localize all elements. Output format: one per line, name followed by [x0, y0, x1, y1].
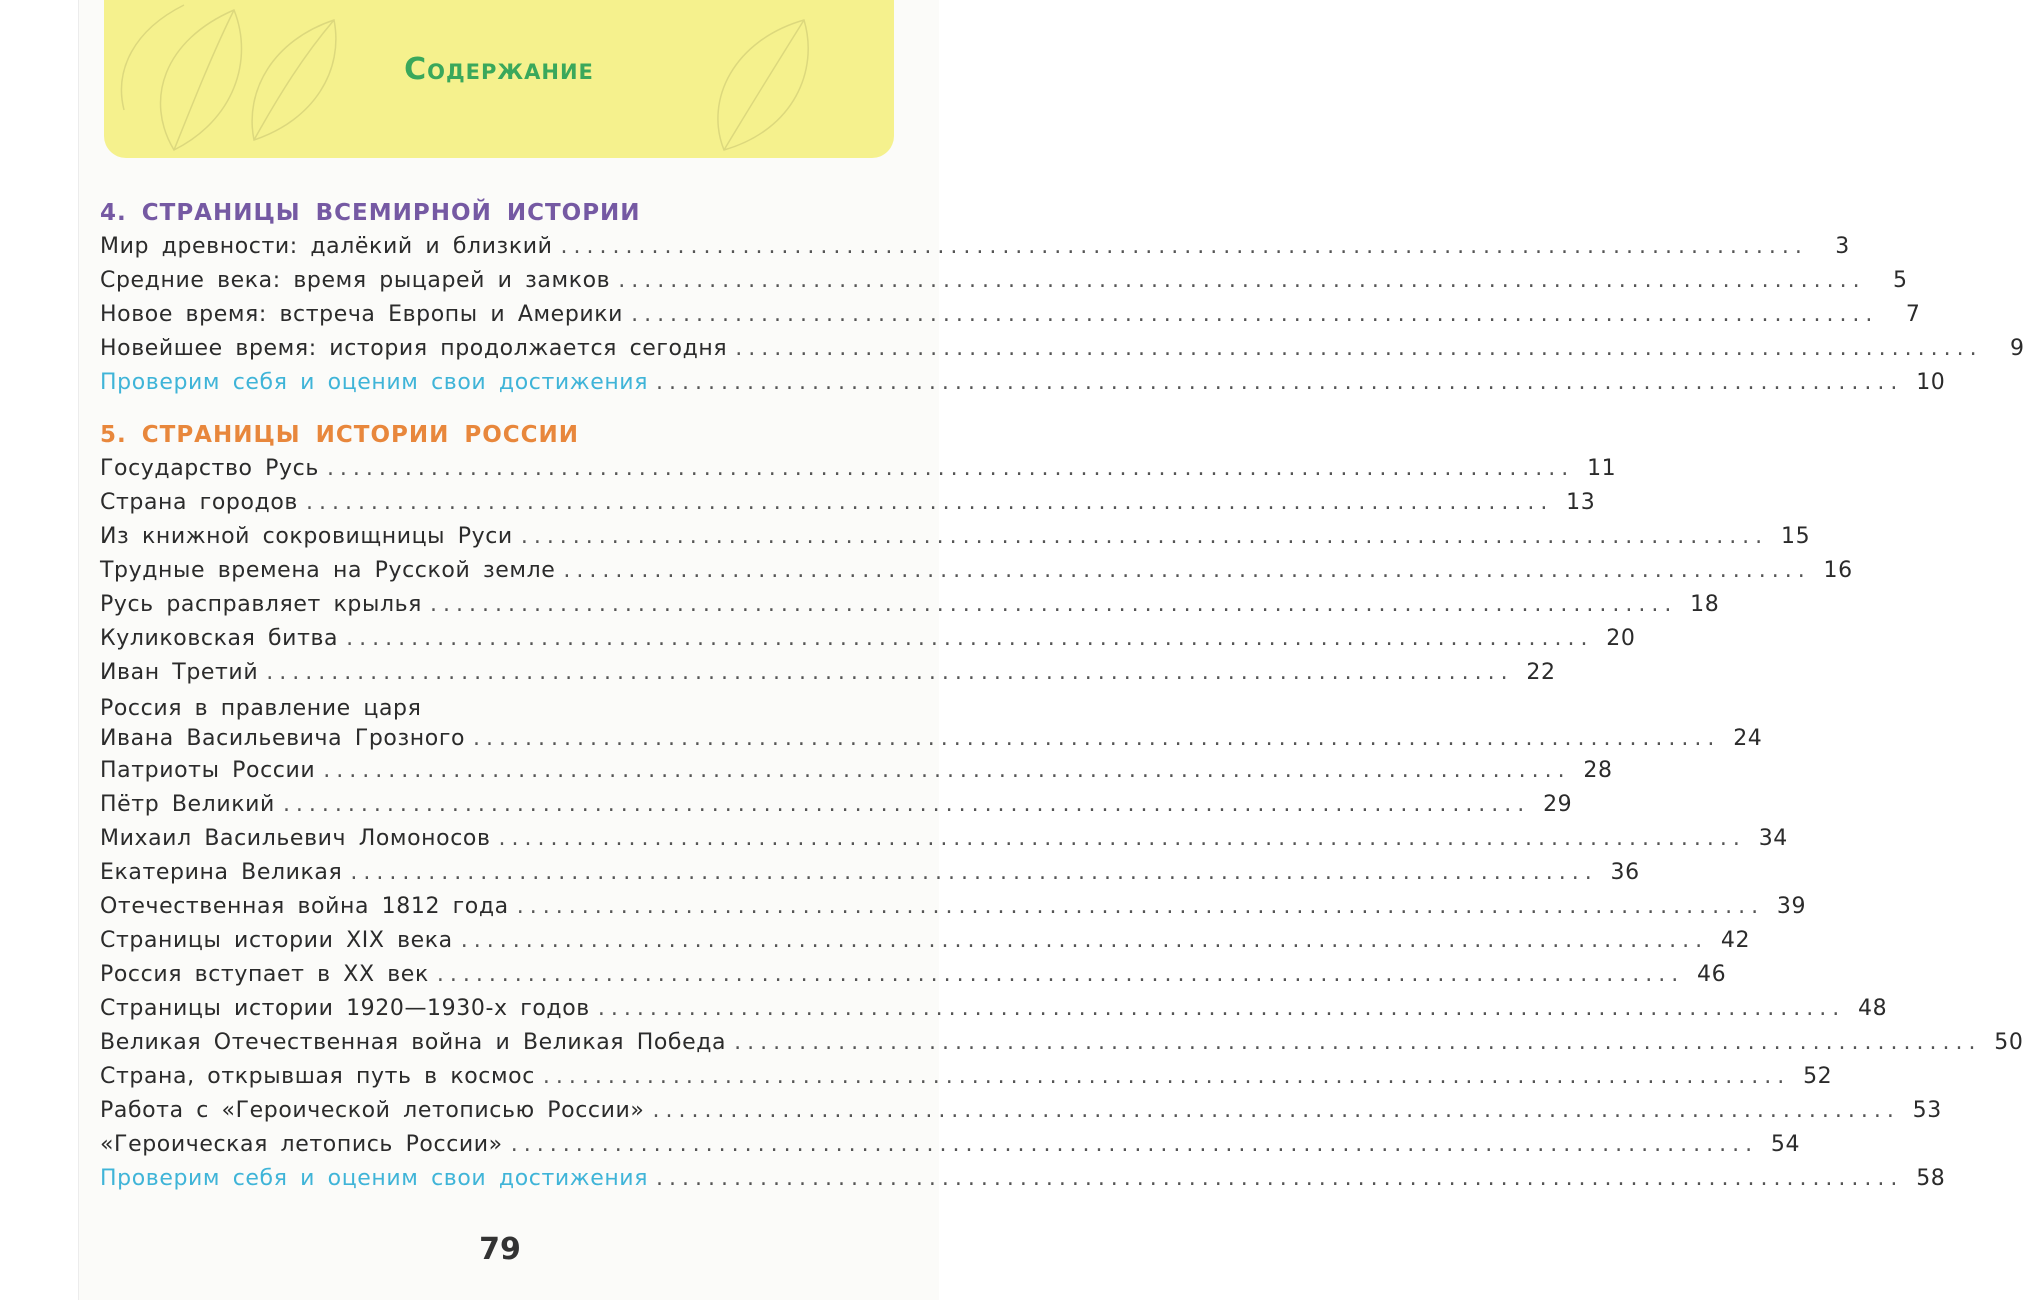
section-russian-history [100, 418, 2024, 1196]
entry-page: 48 [1858, 996, 1888, 1021]
dot-leader: ................................................................................................ [350, 860, 1598, 885]
dot-leader: ................................................................................................ [266, 660, 1514, 685]
entry-page: 9 [2010, 336, 2025, 361]
entry-title: Проверим себя и оценим свои достижения [100, 370, 649, 395]
entry-page: 53 [1912, 1098, 1942, 1123]
dot-leader: ................................................................................................ [734, 1030, 1982, 1055]
toc-entry[interactable] [100, 1026, 2024, 1060]
entry-title-line2: Ивана Васильевича Грозного [100, 726, 466, 751]
dot-leader: ................................................................................................ [473, 726, 1721, 751]
entry-title: Пётр Великий [100, 792, 275, 817]
entry-title: Страна городов [100, 490, 298, 515]
section-world-history [100, 196, 2025, 400]
entry-page: 15 [1780, 524, 1811, 549]
header-banner [104, 0, 894, 158]
dot-leader: ................................................................................................ [735, 336, 1983, 361]
section-heading: 5. СТРАНИЦЫ ИСТОРИИ РОССИИ [100, 422, 580, 448]
dot-leader: ................................................................................................ [652, 1098, 1900, 1123]
toc-entry[interactable] [100, 992, 1888, 1026]
entry-page: 54 [1770, 1132, 1801, 1157]
entry-page: 18 [1690, 592, 1720, 617]
entry-title: Новейшее время: история продолжается сегодня [100, 336, 728, 361]
dot-leader: ................................................................................................ [631, 302, 1879, 327]
dot-leader: ................................................................................................ [618, 268, 1866, 293]
entry-page: 52 [1803, 1064, 1833, 1089]
entry-page: 34 [1758, 826, 1788, 851]
dot-leader: ................................................................................................ [346, 626, 1594, 651]
entry-title: Русь расправляет крылья [100, 592, 423, 617]
dot-leader: ................................................................................................ [656, 1166, 1904, 1191]
contents-title: Содержание [404, 52, 594, 87]
dot-leader: ................................................................................................ [460, 928, 1709, 953]
toc-entry[interactable] [100, 486, 1596, 520]
toc-entry[interactable] [100, 230, 1850, 264]
entry-title: Страницы истории 1920—1930-х годов [100, 996, 590, 1021]
toc-entry[interactable] [100, 1060, 1833, 1094]
toc-entry[interactable] [100, 622, 1636, 656]
entry-title: Страницы истории XIX века [100, 928, 453, 953]
entry-page: 29 [1543, 792, 1573, 817]
entry-title: Екатерина Великая [100, 860, 343, 885]
toc-entry[interactable] [100, 554, 1853, 588]
entry-page: 39 [1776, 894, 1807, 919]
dot-leader: ................................................................................................ [282, 792, 1531, 817]
toc-entry[interactable] [100, 958, 1727, 992]
toc-entry[interactable] [100, 890, 1807, 924]
toc-entry[interactable] [100, 754, 1613, 788]
entry-page: 10 [1916, 370, 1946, 395]
entry-title: Трудные времена на Русской земле [100, 558, 556, 583]
page-number: 79 [479, 1232, 521, 1267]
dot-leader: ................................................................................................ [430, 592, 1678, 617]
dot-leader: ................................................................................................ [656, 370, 1904, 395]
dot-leader: ................................................................................................ [542, 1064, 1791, 1089]
entry-page: 50 [1994, 1030, 2024, 1055]
entry-title: Страна, открывшая путь в космос [100, 1064, 535, 1089]
dot-leader: ................................................................................................ [326, 456, 1575, 481]
entry-title: Новое время: встреча Европы и Америки [100, 302, 624, 327]
toc-entry[interactable] [100, 520, 1811, 554]
dot-leader: ................................................................................................ [516, 894, 1765, 919]
dot-leader: ................................................................................................ [563, 558, 1811, 583]
toc-entry[interactable] [100, 588, 1720, 622]
dot-leader: ................................................................................................ [436, 962, 1685, 987]
dot-leader: ................................................................................................ [510, 1132, 1759, 1157]
toc-entry[interactable] [100, 332, 2025, 366]
entry-title [100, 694, 465, 754]
entry-title: Россия вступает в XX век [100, 962, 429, 987]
toc-entry[interactable] [100, 788, 1573, 822]
entry-page: 42 [1720, 928, 1751, 953]
toc-entry[interactable] [100, 690, 1763, 754]
toc-entry-self-check[interactable] [100, 1162, 1946, 1196]
entry-title: Отечественная война 1812 года [100, 894, 509, 919]
toc-entry[interactable] [100, 1128, 1801, 1162]
entry-page: 11 [1587, 456, 1617, 481]
entry-title: Иван Третий [100, 660, 259, 685]
toc-entry[interactable] [100, 924, 1751, 958]
entry-page: 22 [1526, 660, 1556, 685]
toc-entry[interactable] [100, 656, 1556, 690]
entry-title: Из книжной сокровищницы Руси [100, 524, 513, 549]
entry-page: 16 [1823, 558, 1853, 583]
toc-entry[interactable] [100, 822, 1788, 856]
entry-title: Государство Русь [100, 456, 319, 481]
toc-entry[interactable] [100, 264, 1908, 298]
entry-title-line1: Россия в правление царя [100, 696, 422, 721]
entry-page: 5 [1892, 268, 1908, 293]
toc-entry[interactable] [100, 1094, 1942, 1128]
toc-entry-self-check[interactable] [100, 366, 1946, 400]
entry-title: Михаил Васильевич Ломоносов [100, 826, 491, 851]
entry-page: 58 [1916, 1166, 1946, 1191]
entry-title: Мир древности: далёкий и близкий [100, 234, 553, 259]
entry-page: 36 [1610, 860, 1640, 885]
dot-leader: ................................................................................................ [498, 826, 1746, 851]
entry-title: Куликовская битва [100, 626, 339, 651]
entry-title: Проверим себя и оценим свои достижения [100, 1166, 649, 1191]
entry-page: 24 [1733, 726, 1763, 751]
entry-page: 20 [1606, 626, 1636, 651]
entry-title: Патриоты России [100, 758, 316, 783]
toc-entry[interactable] [100, 298, 1921, 332]
section-heading: 4. СТРАНИЦЫ ВСЕМИРНОЙ ИСТОРИИ [100, 200, 641, 226]
dot-leader: ................................................................................................ [323, 758, 1571, 783]
entry-title: Работа с «Героической летописью России» [100, 1098, 645, 1123]
entry-page: 46 [1696, 962, 1727, 987]
toc-entry[interactable] [100, 856, 1640, 890]
dot-leader: ................................................................................................ [305, 490, 1554, 515]
entry-page: 28 [1583, 758, 1613, 783]
entry-title: «Героическая летопись России» [100, 1132, 503, 1157]
table-of-contents [100, 196, 2025, 1196]
entry-title: Средние века: время рыцарей и замков [100, 268, 611, 293]
entry-page: 7 [1905, 302, 1921, 327]
dot-leader: ................................................................................................ [597, 996, 1846, 1021]
entry-page: 13 [1566, 490, 1596, 515]
entry-title: Великая Отечественная война и Великая Победа [100, 1030, 727, 1055]
dot-leader: ................................................................................................ [560, 234, 1808, 259]
dot-leader: ................................................................................................ [520, 524, 1769, 549]
toc-entry[interactable] [100, 452, 1617, 486]
entry-page: 3 [1835, 234, 1850, 259]
